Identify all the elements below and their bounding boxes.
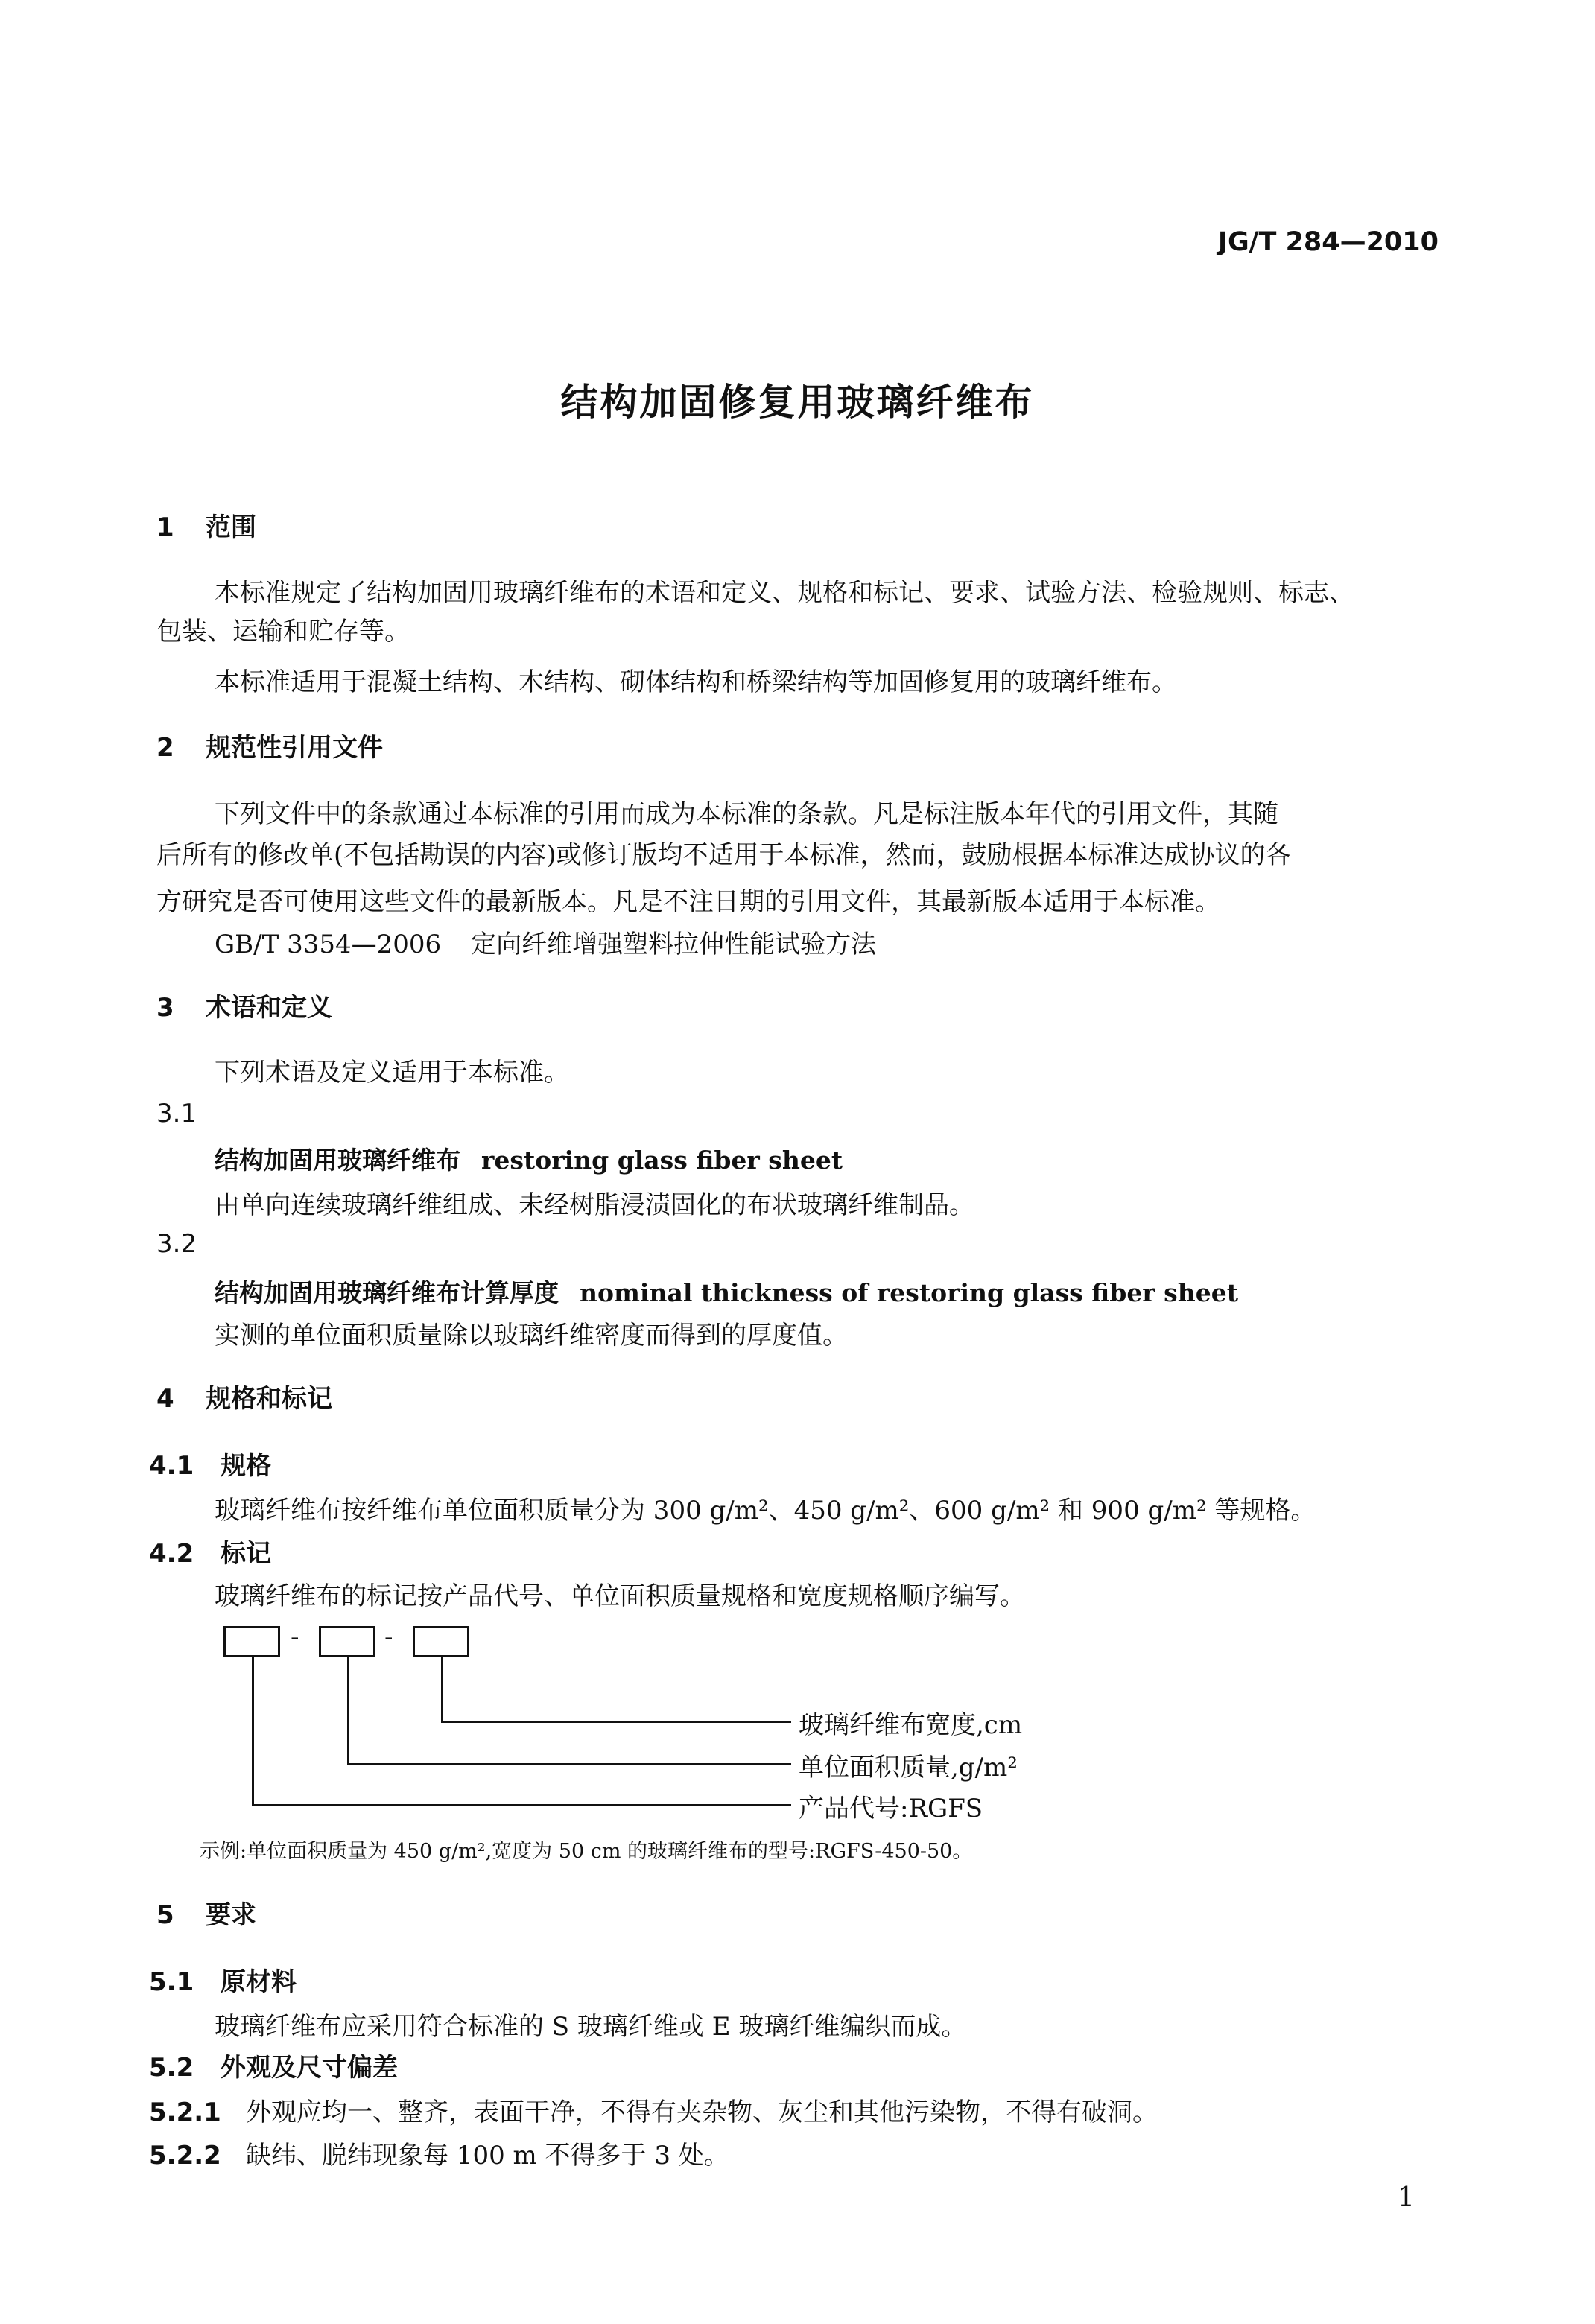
section-title: 规格和标记: [206, 1384, 332, 1414]
marking-label-code: 产品代号:RGFS: [799, 1794, 983, 1823]
leader-line: [252, 1804, 791, 1806]
section-number: 1: [156, 512, 174, 542]
clause-number: 5.2.1: [149, 2098, 221, 2127]
subsection-number: 4.1: [149, 1451, 194, 1481]
term-definition: 实测的单位面积质量除以玻璃纤维密度而得到的厚度值。: [215, 1321, 848, 1350]
paragraph: 玻璃纤维布应采用符合标准的 S 玻璃纤维或 E 玻璃纤维编织而成。: [215, 2012, 967, 2042]
section-number: 2: [156, 733, 174, 763]
section-number: 4: [156, 1384, 174, 1414]
leader-line: [252, 1657, 254, 1806]
subsection-5-2-heading: [149, 2047, 398, 2083]
subsection-4-2-heading: [149, 1533, 271, 1569]
term-entry: [215, 1141, 843, 1176]
clause-5-2-2: [149, 2135, 729, 2171]
subsection-4-1-heading: [149, 1445, 271, 1482]
subsection-5-1-heading: [149, 1961, 297, 1998]
marking-box-code: [223, 1626, 280, 1657]
term-number: 3.1: [156, 1099, 197, 1128]
section-title: 范围: [206, 512, 256, 542]
term-number: 3.2: [156, 1229, 197, 1259]
marking-dash: -: [384, 1622, 393, 1652]
paragraph: 包装、运输和贮存等。: [156, 617, 410, 647]
paragraph: 本标准适用于混凝土结构、木结构、砌体结构和桥梁结构等加固修复用的玻璃纤维布。: [215, 667, 1177, 697]
normative-reference: [215, 924, 876, 960]
marking-label-width: 玻璃纤维布宽度,cm: [799, 1710, 1023, 1740]
page-number: 1: [1398, 2182, 1415, 2213]
section-title: 术语和定义: [206, 993, 332, 1023]
term-chinese: 结构加固用玻璃纤维布: [215, 1146, 460, 1175]
section-1-heading: [156, 507, 256, 543]
subsection-title: 标记: [221, 1539, 271, 1569]
leader-line: [347, 1763, 791, 1765]
term-chinese: 结构加固用玻璃纤维布计算厚度: [215, 1278, 559, 1307]
marking-dash: -: [291, 1622, 299, 1652]
clause-5-2-1: [149, 2092, 1158, 2128]
reference-code: GB/T 3354—2006: [215, 930, 442, 959]
section-number: 3: [156, 993, 174, 1023]
marking-box-width: [413, 1626, 469, 1657]
paragraph: 方研究是否可使用这些文件的最新版本。凡是不注日期的引用文件，其最新版本适用于本标准。: [156, 887, 1220, 917]
paragraph: 下列文件中的条款通过本标准的引用而成为本标准的条款。凡是标注版本年代的引用文件，其随: [215, 799, 1278, 829]
paragraph: 本标准规定了结构加固用玻璃纤维布的术语和定义、规格和标记、要求、试验方法、检验规则、标志、: [215, 578, 1354, 608]
section-2-heading: [156, 727, 383, 763]
subsection-title: 外观及尺寸偏差: [221, 2053, 398, 2083]
term-entry: [215, 1274, 1238, 1309]
marking-label-mass: 单位面积质量,g/m²: [799, 1753, 1018, 1782]
section-number: 5: [156, 1900, 174, 1930]
leader-line: [347, 1657, 349, 1765]
subsection-number: 4.2: [149, 1539, 194, 1569]
document-title: 结构加固修复用玻璃纤维布: [560, 381, 1035, 424]
term-definition: 由单向连续玻璃纤维组成、未经树脂浸渍固化的布状玻璃纤维制品。: [215, 1190, 974, 1220]
paragraph: 玻璃纤维布的标记按产品代号、单位面积质量规格和宽度规格顺序编写。: [215, 1581, 1025, 1611]
term-english: restoring glass fiber sheet: [481, 1146, 843, 1175]
section-title: 规范性引用文件: [206, 733, 383, 763]
subsection-title: 规格: [221, 1451, 271, 1481]
section-3-heading: [156, 987, 332, 1023]
paragraph: 下列术语及定义适用于本标准。: [215, 1058, 569, 1088]
leader-line: [441, 1657, 443, 1723]
subsection-title: 原材料: [221, 1967, 297, 1997]
marking-box-mass: [319, 1626, 375, 1657]
paragraph: 玻璃纤维布按纤维布单位面积质量分为 300 g/m²、450 g/m²、600 g/m² 和 900 g/m² 等规格。: [215, 1496, 1316, 1525]
leader-line: [441, 1721, 791, 1723]
term-english: nominal thickness of restoring glass fiber sheet: [580, 1278, 1238, 1307]
subsection-number: 5.1: [149, 1967, 194, 1997]
reference-title: 定向纤维增强塑料拉伸性能试验方法: [471, 930, 877, 959]
section-4-heading: [156, 1378, 332, 1415]
clause-text: 缺纬、脱纬现象每 100 m 不得多于 3 处。: [246, 2141, 729, 2171]
clause-text: 外观应均一、整齐，表面干净，不得有夹杂物、灰尘和其他污染物，不得有破洞。: [246, 2098, 1158, 2127]
section-title: 要求: [206, 1900, 256, 1930]
example-note: 示例:单位面积质量为 450 g/m²,宽度为 50 cm 的玻璃纤维布的型号:RGFS-450-50。: [200, 1840, 973, 1863]
subsection-number: 5.2: [149, 2053, 194, 2083]
section-5-heading: [156, 1894, 256, 1931]
paragraph: 后所有的修改单(不包括勘误的内容)或修订版均不适用于本标准，然而，鼓励根据本标准达成协议的各: [156, 840, 1291, 870]
clause-number: 5.2.2: [149, 2141, 221, 2171]
standard-number: JG/T 284—2010: [1217, 227, 1439, 257]
